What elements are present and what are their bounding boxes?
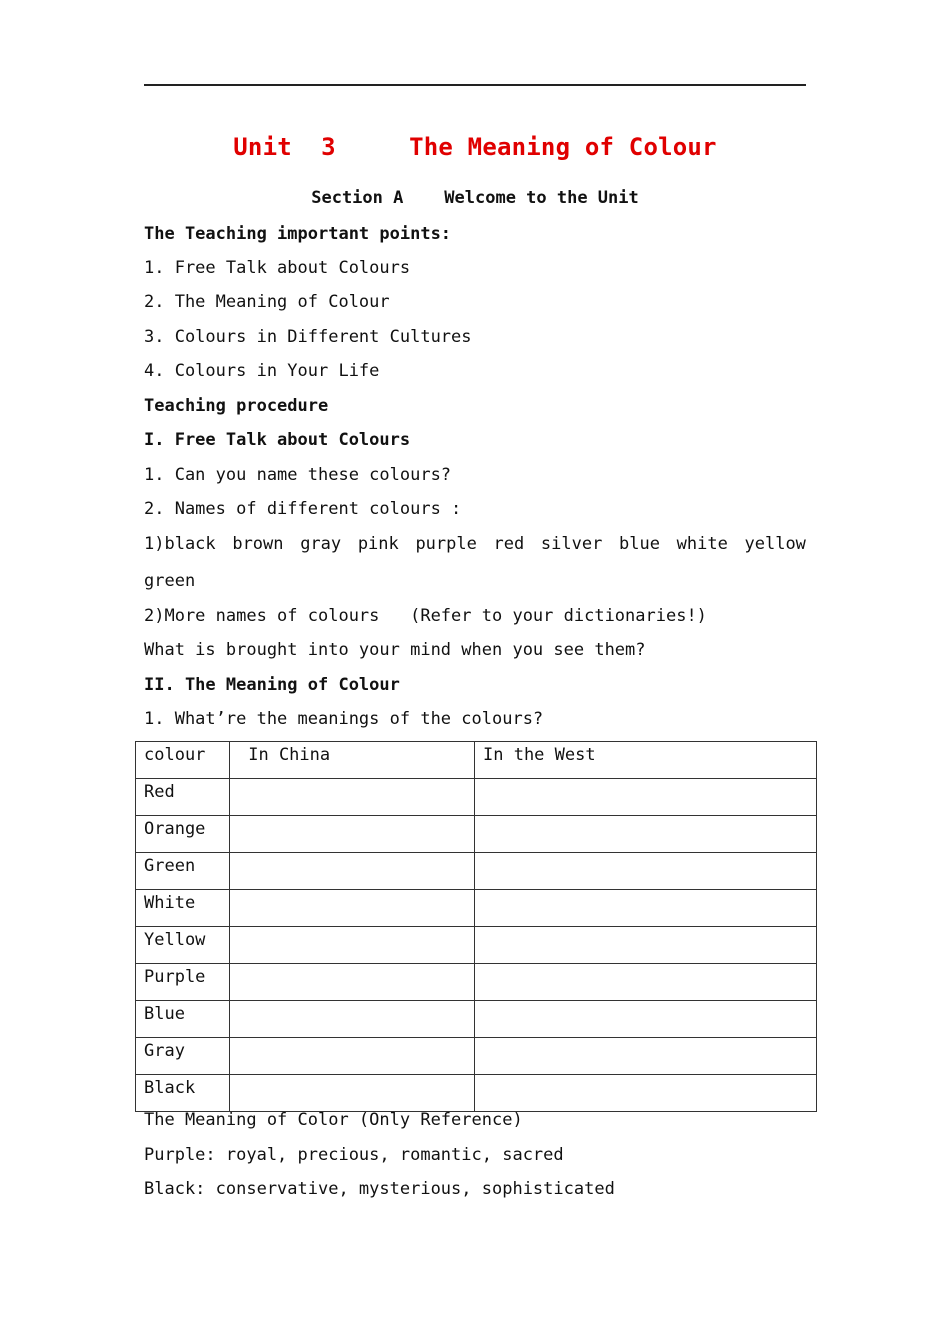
section1-question-1: 1. Can you name these colours? <box>144 465 452 485</box>
colour-cell: White <box>136 890 230 927</box>
colour-word: yellow <box>744 534 806 554</box>
colour-word: 1)black <box>144 534 216 554</box>
west-cell <box>475 779 817 816</box>
important-point-3: 3. Colours in Different Cultures <box>144 327 472 347</box>
west-cell <box>475 890 817 927</box>
header-in-the-west: In the West <box>475 742 817 779</box>
china-cell <box>230 1038 475 1075</box>
important-point-4: 4. Colours in Your Life <box>144 361 380 381</box>
section-subtitle: Section A Welcome to the Unit <box>311 188 639 208</box>
colour-cell: Yellow <box>136 927 230 964</box>
colour-word: silver <box>540 534 603 554</box>
table-row <box>136 853 817 890</box>
colour-cell: Orange <box>136 816 230 853</box>
west-cell <box>475 853 817 890</box>
table-row <box>136 1038 817 1075</box>
table-row <box>136 927 817 964</box>
important-points-heading: The Teaching important points: <box>144 224 452 244</box>
west-cell <box>475 1075 817 1112</box>
west-cell <box>475 1001 817 1038</box>
china-cell <box>230 964 475 1001</box>
header-colour: colour <box>136 742 230 779</box>
west-cell <box>475 964 817 1001</box>
colour-cell: Purple <box>136 964 230 1001</box>
reference-black: Black: conservative, mysterious, sophisticated <box>144 1179 615 1199</box>
colour-word: red <box>493 534 525 554</box>
header-rule <box>144 84 806 86</box>
colour-word-list <box>144 533 806 555</box>
china-cell <box>230 853 475 890</box>
section2-question-1: 1. What’re the meanings of the colours? <box>144 709 544 729</box>
china-cell <box>230 1001 475 1038</box>
header-in-china: In China <box>230 742 475 779</box>
table-row <box>136 964 817 1001</box>
colour-word: brown <box>232 534 284 554</box>
colour-word: pink <box>357 534 399 554</box>
table-row <box>136 779 817 816</box>
section1-question-2: 2. Names of different colours : <box>144 499 462 519</box>
table-row <box>136 816 817 853</box>
west-cell <box>475 816 817 853</box>
table-row <box>136 1001 817 1038</box>
china-cell <box>230 927 475 964</box>
section2-heading: II. The Meaning of Colour <box>144 675 400 695</box>
colour-meaning-table <box>135 741 817 1112</box>
colour-word: gray <box>300 534 342 554</box>
colour-word: blue <box>619 534 660 554</box>
page-title: Unit 3 The Meaning of Colour <box>233 133 717 161</box>
procedure-heading: Teaching procedure <box>144 396 329 416</box>
china-cell <box>230 1075 475 1112</box>
important-point-2: 2. The Meaning of Colour <box>144 292 390 312</box>
table-row <box>136 890 817 927</box>
reference-heading: The Meaning of Color (Only Reference) <box>144 1110 523 1130</box>
table-row <box>136 1075 817 1112</box>
colour-cell: Gray <box>136 1038 230 1075</box>
mind-question: What is brought into your mind when you see them? <box>144 640 646 660</box>
section1-heading: I. Free Talk about Colours <box>144 430 411 450</box>
colour-word-continued: green <box>144 571 196 591</box>
colour-cell: Blue <box>136 1001 230 1038</box>
colour-cell: Red <box>136 779 230 816</box>
reference-purple: Purple: royal, precious, romantic, sacred <box>144 1145 564 1165</box>
colour-word: purple <box>415 534 477 554</box>
china-cell <box>230 816 475 853</box>
table-header-row <box>136 742 817 779</box>
china-cell <box>230 890 475 927</box>
west-cell <box>475 1038 817 1075</box>
colour-cell: Green <box>136 853 230 890</box>
colour-word: white <box>676 534 728 554</box>
more-colour-names: 2)More names of colours (Refer to your dictionaries!) <box>144 606 707 626</box>
important-point-1: 1. Free Talk about Colours <box>144 258 411 278</box>
colour-cell: Black <box>136 1075 230 1112</box>
china-cell <box>230 779 475 816</box>
west-cell <box>475 927 817 964</box>
